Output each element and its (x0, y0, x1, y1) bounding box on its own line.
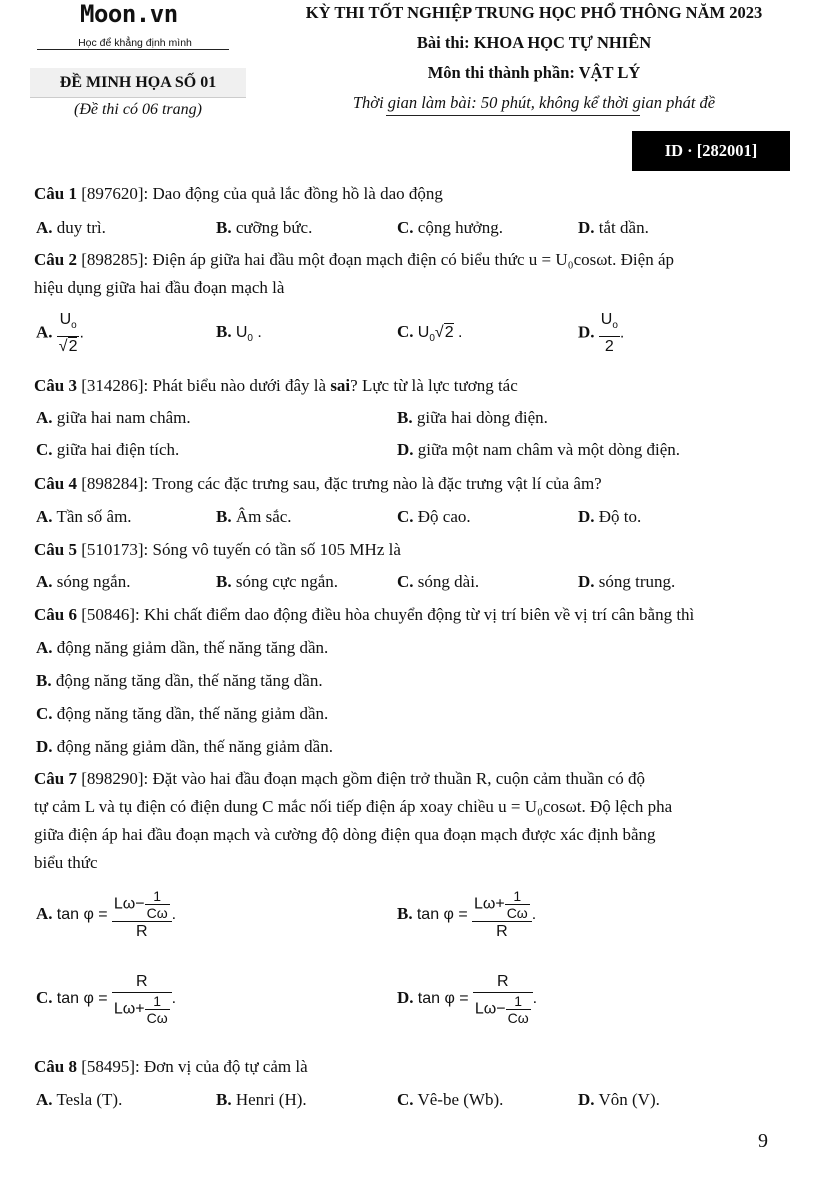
option-letter: B. (216, 218, 232, 237)
option-text: động năng tăng dần, thế năng giảm dần. (56, 704, 329, 723)
option-letter: A. (36, 1090, 53, 1109)
pages-note: (Đề thi có 06 trang) (74, 101, 202, 118)
numerator: Lω− $\frac{1}{C\omega}$ (112, 888, 172, 922)
denominator: Lω− $\frac{1}{C\omega}$ (474, 993, 529, 1026)
option-letter: C. (397, 507, 414, 526)
q1-option-a[interactable] (36, 218, 106, 238)
option-letter: B. (36, 671, 52, 690)
option-letter: A. (36, 572, 53, 591)
q8-option-d[interactable] (578, 1090, 660, 1110)
q7-option-a[interactable]: A. tan φ = Lω− $\frac{1}{C\omega}$ R . (36, 888, 177, 940)
tan-phi: tan φ = (56, 905, 108, 923)
option-letter: D. (578, 507, 595, 526)
question-text: [510173]: Sóng vô tuyến có tần số 105 MHz là (76, 540, 401, 559)
question-text: [314286]: Phát biểu nào dưới đây là (76, 376, 331, 395)
q4-option-c[interactable] (397, 507, 471, 527)
question-7 (34, 769, 645, 789)
tan-phi: tan φ = (56, 989, 108, 1007)
option-letter: A. (36, 322, 53, 342)
option-letter: C. (36, 440, 53, 459)
numerator: $U_o$ (599, 310, 620, 337)
option-letter: D. (397, 987, 414, 1007)
option-text: Tesla (T). (56, 1090, 123, 1109)
fraction (473, 972, 533, 1026)
q3-option-a[interactable] (36, 408, 191, 428)
q5-option-d[interactable] (578, 572, 675, 592)
brand-slogan: Học để khẳng định mình (78, 37, 192, 49)
question-6 (34, 605, 694, 625)
option-letter: D. (578, 1090, 595, 1109)
question-8 (34, 1057, 308, 1077)
question-text: ? Lực từ là lực tương tác (350, 376, 518, 395)
q1-option-c[interactable] (397, 218, 503, 238)
q6-option-c[interactable] (36, 704, 328, 724)
option-letter: D. (397, 440, 414, 459)
fraction (472, 888, 532, 942)
option-letter: D. (578, 572, 595, 591)
inner-fraction: $\frac{1}{C\omega}$ (506, 888, 528, 921)
option-letter: C. (397, 572, 414, 591)
question-label: Câu 3 (34, 376, 77, 395)
q5-option-b[interactable] (216, 572, 338, 592)
question-2-cont: hiệu dụng giữa hai đầu đoạn mạch là (34, 278, 285, 297)
option-letter: B. (216, 572, 232, 591)
question-text: [898285]: Điện áp giữa hai đầu một đoạn mạch điện có biểu thức u = U₀cosωt. Điện áp (76, 250, 674, 269)
tan-phi: tan φ = (416, 905, 468, 923)
question-7-cont: biểu thức (34, 853, 98, 872)
q3-option-c[interactable] (36, 440, 179, 460)
question-label: Câu 2 (34, 250, 77, 269)
option-letter: A. (36, 903, 53, 923)
option-text: động năng giảm dần, thế năng giảm dần. (56, 737, 333, 756)
option-letter: B. (216, 1090, 232, 1109)
q2-option-a[interactable]: A. $\frac{U_o}{√2}$ . (36, 311, 84, 356)
question-3 (34, 376, 518, 396)
inner-fraction: $\frac{1}{C\omega}$ (507, 993, 529, 1026)
question-emphasis: sai (330, 376, 351, 395)
option-text: động năng tăng dần, thế năng tăng dần. (55, 671, 323, 690)
question-label: Câu 6 (34, 605, 77, 624)
option-letter: D. (578, 218, 595, 237)
numerator: Lω+ $\frac{1}{C\omega}$ (472, 888, 532, 922)
option-text: Độ cao. (417, 507, 471, 526)
question-text: [50846]: Khi chất điểm dao động điều hòa chuyển động từ vị trí biên về vị trí cân bằng thì (76, 605, 695, 624)
question-text: [898284]: Trong các đặc trưng sau, đặc trưng nào là đặc trưng vật lí của âm? (76, 474, 602, 493)
option-text: sóng cực ngắn. (235, 572, 339, 591)
question-label: Câu 5 (34, 540, 77, 559)
time-divider (386, 115, 640, 116)
denominator: R (136, 923, 148, 940)
exam-title: KỲ THI TỐT NGHIỆP TRUNG HỌC PHỔ THÔNG NĂM 2023 (305, 3, 763, 22)
denominator: Lω+ $\frac{1}{C\omega}$ (113, 993, 168, 1026)
question-label: Câu 4 (34, 474, 77, 493)
option-text: Độ to. (598, 507, 642, 526)
option-letter: B. (216, 322, 232, 341)
option-text: tắt dần. (598, 218, 649, 237)
option-text: Âm sắc. (235, 507, 292, 526)
option-letter: B. (397, 903, 413, 923)
question-text: [58495]: Đơn vị của độ tự cảm là (76, 1057, 308, 1076)
q1-option-d[interactable] (578, 218, 649, 238)
option-text: giữa một nam châm và một dòng điện. (417, 440, 681, 459)
q3-option-d[interactable] (397, 440, 680, 460)
option-letter: A. (36, 507, 53, 526)
denominator: R (496, 923, 508, 940)
option-text: cưỡng bức. (235, 218, 313, 237)
numerator: R (473, 972, 533, 993)
q6-option-d[interactable] (36, 737, 333, 757)
option-text: Vôn (V). (598, 1090, 660, 1109)
question-4 (34, 474, 602, 494)
tan-phi: tan φ = (417, 989, 469, 1007)
option-letter: C. (397, 322, 414, 341)
question-text: [898290]: Đặt vào hai đầu đoạn mạch gồm điện trở thuần R, cuộn cảm thuần có độ (76, 769, 645, 788)
option-text: giữa hai điện tích. (56, 440, 180, 459)
question-5 (34, 540, 401, 560)
q5-option-a[interactable] (36, 572, 130, 592)
q2-option-c[interactable] (397, 322, 463, 344)
numerator: R (112, 972, 172, 993)
option-text: sóng dài. (417, 572, 480, 591)
sample-exam-label: ĐỀ MINH HỌA SỐ 01 (30, 68, 246, 98)
q4-option-d[interactable] (578, 507, 641, 527)
question-7-cont: giữa điện áp hai đầu đoạn mạch và cường độ dòng điện qua đoạn mạch được xác định bằng (34, 825, 656, 844)
q1-option-b[interactable] (216, 218, 312, 238)
option-letter: C. (397, 1090, 414, 1109)
option-letter: B. (216, 507, 232, 526)
q5-option-c[interactable] (397, 572, 479, 592)
q4-option-a[interactable] (36, 507, 132, 527)
denominator: √2 (58, 338, 78, 356)
math-expression: $U_0√2$ . (417, 324, 463, 345)
option-letter: A. (36, 408, 53, 427)
option-text: động năng giảm dần, thế năng tăng dần. (56, 638, 329, 657)
numerator: $U_o$ (57, 310, 80, 337)
option-text: duy trì. (56, 218, 106, 237)
question-label: Câu 7 (34, 769, 77, 788)
fraction (112, 972, 172, 1026)
option-text: cộng hưởng. (417, 218, 504, 237)
q8-option-b[interactable] (216, 1090, 307, 1110)
brand-logo: Moon.vn (80, 0, 178, 28)
option-text: giữa hai dòng điện. (416, 408, 548, 427)
question-label: Câu 1 (34, 184, 77, 203)
option-text: Vê-be (Wb). (417, 1090, 504, 1109)
fraction (112, 888, 172, 942)
page-number: 9 (758, 1130, 768, 1152)
math-expression: $U_0$ . (235, 324, 262, 345)
q7-option-b[interactable]: B. tan φ = Lω+ $\frac{1}{C\omega}$ R . (397, 888, 537, 940)
q7-option-c[interactable]: C. tan φ = R Lω+ $\frac{1}{C\omega}$ . (36, 973, 177, 1026)
option-letter: D. (578, 322, 595, 342)
option-text: Henri (H). (235, 1090, 307, 1109)
option-letter: C. (397, 218, 414, 237)
fraction (57, 310, 80, 357)
q2-option-b[interactable] (216, 322, 262, 344)
q8-option-c[interactable] (397, 1090, 503, 1110)
inner-fraction: $\frac{1}{C\omega}$ (146, 888, 168, 921)
slogan-divider (37, 49, 229, 50)
option-letter: A. (36, 218, 53, 237)
fraction (599, 310, 620, 357)
q2-option-d[interactable]: D. $\frac{U_o}{2}$ . (578, 311, 625, 356)
option-letter: C. (36, 704, 53, 723)
q7-option-d[interactable]: D. tan φ = R Lω− $\frac{1}{C\omega}$ . (397, 973, 538, 1026)
subject-line: Bài thi: KHOA HỌC TỰ NHIÊN (416, 33, 652, 52)
time-line: Thời gian làm bài: 50 phút, không kể thời gian phát đề (352, 93, 716, 112)
option-letter: A. (36, 638, 53, 657)
option-text: Tần số âm. (56, 507, 132, 526)
question-2 (34, 250, 674, 270)
option-letter: B. (397, 408, 413, 427)
q3-option-b[interactable] (397, 408, 548, 428)
question-label: Câu 8 (34, 1057, 77, 1076)
option-letter: D. (36, 737, 53, 756)
q6-option-b[interactable] (36, 671, 323, 691)
option-text: sóng trung. (598, 572, 676, 591)
denominator: 2 (604, 338, 614, 356)
question-text: [897620]: Dao động của quả lắc đồng hồ là dao động (76, 184, 443, 203)
option-text: giữa hai nam châm. (56, 408, 191, 427)
q8-option-a[interactable] (36, 1090, 122, 1110)
option-letter: C. (36, 987, 53, 1007)
inner-fraction: $\frac{1}{C\omega}$ (146, 993, 168, 1026)
question-7-cont: tự cảm L và tụ điện có điện dung C mắc nối tiếp điện áp xoay chiều u = U₀cosωt. Độ lệch pha (34, 797, 673, 816)
q6-option-a[interactable] (36, 638, 328, 658)
q4-option-b[interactable] (216, 507, 292, 527)
question-1 (34, 184, 443, 204)
exam-id-badge: ID · [282001] (632, 131, 790, 171)
component-line: Môn thi thành phần: VẬT LÝ (427, 63, 641, 82)
option-text: sóng ngắn. (56, 572, 131, 591)
